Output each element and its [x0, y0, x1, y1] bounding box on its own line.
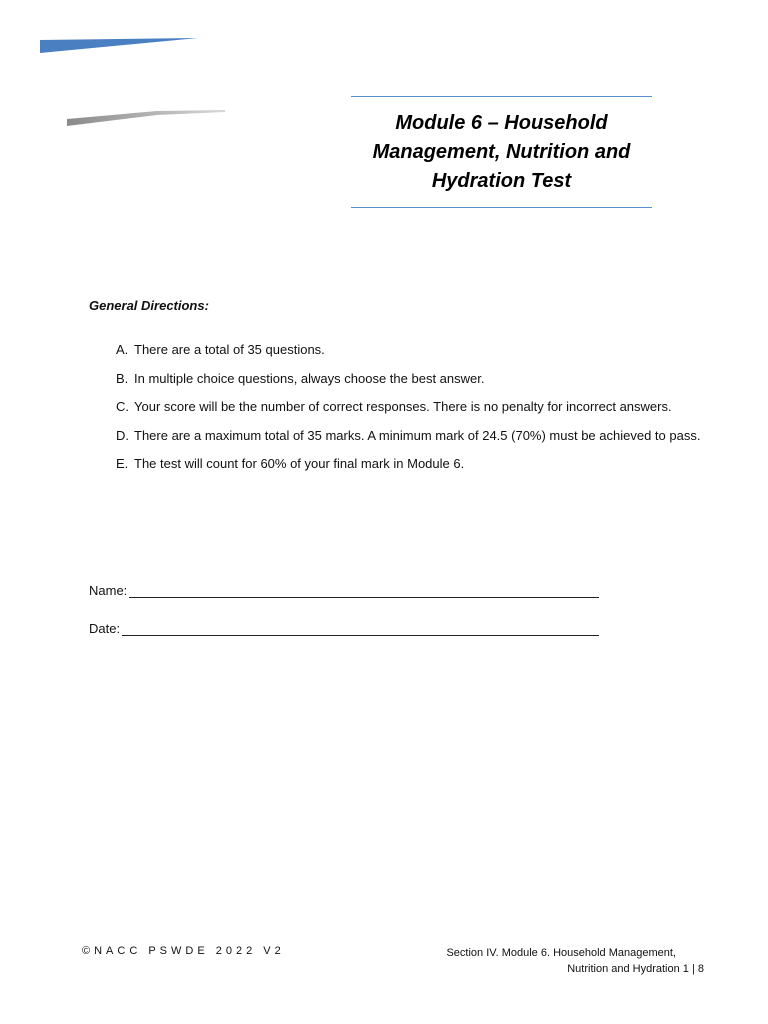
list-item	[116, 393, 716, 422]
footer-copyright: ©NACC PSWDE 2022 V2	[82, 945, 285, 957]
list-letter: A.	[116, 342, 129, 357]
header-blue-swoosh	[40, 38, 200, 54]
list-letter: B.	[116, 370, 129, 386]
footer-section-line1: Section IV. Module 6. Household Management,	[446, 947, 676, 959]
list-letter: E.	[116, 456, 129, 472]
date-field[interactable]	[89, 621, 599, 636]
list-item	[116, 450, 716, 479]
directions-heading: General Directions:	[89, 298, 209, 313]
header-grey-swoosh	[67, 109, 227, 127]
list-item	[116, 422, 716, 451]
footer-section-line2: Nutrition and Hydration 1 | 8	[567, 963, 704, 975]
list-text: In multiple choice questions, always choose the best answer.	[134, 370, 485, 386]
list-item	[116, 365, 716, 394]
list-item	[116, 336, 716, 365]
name-field[interactable]	[89, 583, 599, 598]
date-blank-line[interactable]	[122, 621, 599, 636]
footer-section	[446, 945, 704, 977]
document-title: Module 6 – Household Management, Nutrition and Hydration Test	[372, 111, 631, 192]
directions-list	[116, 336, 716, 479]
name-blank-line[interactable]	[129, 583, 599, 598]
list-text: There are a maximum total of 35 marks. A minimum mark of 24.5 (70%) must be achieved to pass.	[134, 427, 701, 443]
list-text: The test will count for 60% of your final mark in Module 6.	[134, 456, 465, 472]
list-text: There are a total of 35 questions.	[134, 342, 325, 357]
date-label: Date:	[89, 621, 121, 636]
list-letter: C.	[116, 399, 129, 415]
title-block	[351, 96, 652, 208]
list-letter: D.	[116, 427, 129, 443]
name-label: Name:	[89, 583, 128, 598]
list-text: Your score will be the number of correct responses. There is no penalty for incorrect answers.	[134, 399, 672, 415]
